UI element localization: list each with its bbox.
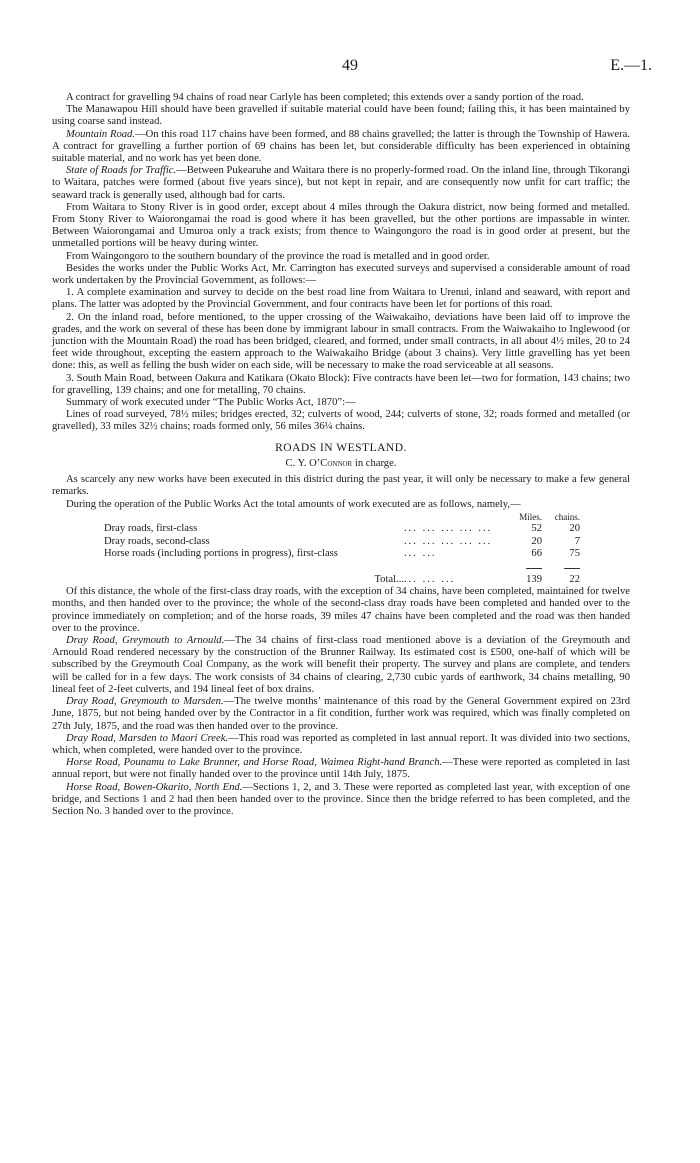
- numbered-item: 1. A complete examination and survey to decide on the best road line from Waitara to Urenui, inland and seaward, with report and plans. The latter was adopted by the Provincial Government, and four contracts have been let for portions of this road.: [52, 287, 630, 311]
- road-item: Dray Road, Marsden to Maori Creek.—This road was reported as completed in last annual report. It was divided into two sections, which, when completed, were handed over to the province.: [52, 732, 630, 756]
- row-label: Horse roads (including portions in progress), first-class: [104, 548, 338, 560]
- column-header-miles: Miles.: [519, 511, 542, 522]
- row-chains: 7: [574, 535, 580, 547]
- row-miles: 20: [531, 535, 542, 547]
- section-title: Mountain Road.: [66, 128, 135, 140]
- section-heading: ROADS IN WESTLAND.: [275, 441, 407, 454]
- paragraph: A contract for gravelling 94 chains of road near Carlyle has been completed; this extends over a sandy portion of the road.: [66, 92, 584, 103]
- row-label: Dray roads, second-class: [104, 535, 210, 547]
- total-chains: 22: [569, 573, 580, 585]
- mountain-road-paragraph: Mountain Road.—On this road 117 chains have been formed, and 88 chains gravelled; the latter is through the Township of Hawera. A contract for gravelling a further portion of 69 chains has been let, but considerable difficulty has been experienced in obtaining suitable material, and no work has yet been done.: [52, 128, 630, 165]
- road-item: Horse Road, Pounamu to Lake Brunner, and Horse Road, Waimea Right-hand Branch.—These were reported as completed in last annual report, but were not finally handed over to the province until 14th July, 1875.: [52, 757, 630, 781]
- item-title: Dray Road, Marsden to Maori Creek.: [66, 732, 229, 744]
- total-label: Total...: [374, 573, 404, 585]
- row-chains: 75: [569, 548, 580, 560]
- paragraph: Of this distance, the whole of the first-class dray roads, with the exception of 34 chains, have been completed, maintained for twelve months, and then handed over to the province; the whole of the second-class dray roads have been completed and handed over to the province immediately on completion; and of the horse roads, 39 miles 47 chains have been completed and the road was then handed over to the province.: [52, 586, 630, 634]
- total-miles: 139: [526, 573, 542, 585]
- state-of-roads-paragraph: State of Roads for Traffic.—Between Pukearuhe and Waitara there is no properly-formed road. On the inland line, through Tikorangi to Waitara, patches were formed (about five years since), but not kept in repair, and are consequently now unfit for cart traffic; the seaward track is generally used, although bad for carts.: [52, 165, 630, 201]
- numbered-item: 2. On the inland road, before mentioned, to the upper crossing of the Waiwakaiho, deviations have been laid off to improve the grades, and the work on several of these has been done by immigrant labour in small contracts. From the Waiwakaiho to Inglewood (or junction with the Mountain Road) the road has been bridged, cleared, and formed, under small contracts, in all about 4½ miles, 20 to 24 feet wide throughout, excepting the eastern approach to the Waiwakaiho Bridge (about 3 chains). Very little gravelling has yet been done: this, as well as felling the bush wider on each side, will be necessary to make the road serviceable at all seasons.: [52, 311, 630, 372]
- officer-line: C. Y. O’Connor in charge.: [285, 457, 397, 469]
- road-item: Horse Road, Bowen-Okarito, North End.—Sections 1, 2, and 3. These were reported as completed last year, with exception of one bridge, and Sections 1 and 2 had then been handed over to the province. Since then the bridge referred to has been completed, and the Section No. 3 handed over to the province.: [52, 781, 630, 817]
- paragraph: Lines of road surveyed, 78½ miles; bridges erected, 32; culverts of wood, 244; culverts of stone, 32; roads formed and metalled (or gravelled), 33 miles 32½ chains; roads formed only, 56 miles 36¼ chains.: [52, 409, 630, 433]
- sum-rule: [526, 568, 542, 569]
- paragraph: Summary of work executed under “The Public Works Act, 1870”:—: [66, 397, 356, 409]
- paragraph: As scarcely any new works have been executed in this district during the past year, it will only be necessary to make a few general remarks.: [52, 474, 630, 498]
- work-summary-table: [104, 511, 580, 587]
- table-row: Dray roads, second-class ... ... ... ... ... 20 7: [104, 535, 580, 547]
- row-miles: 66: [531, 548, 542, 560]
- paragraph: From Waitara to Stony River is in good order, except about 4 miles through the Oakura district, now being formed and metalled. From Stony River to Waiorongamai the road is good where it has been gravelled, but the other portions are impassable in winter. Between Waiorongamai and Umuroa only a track exists; from thence to Waingongoro the road is in good order at present, but the unmetalled portions will be heavy during winter.: [52, 201, 630, 250]
- row-chains: 20: [569, 523, 580, 535]
- numbered-item: 3. South Main Road, between Oakura and Katikara (Okato Block): Five contracts have been let—two for formation, 143 chains; two for gravelling, 139 chains; and one for metalling, 70 chains.: [52, 372, 630, 396]
- item-title: Horse Road, Bowen-Okarito, North End.: [66, 781, 243, 793]
- table-total-row: Total... ... ... ... 139 22: [104, 574, 580, 587]
- road-item: Dray Road, Greymouth to Marsden.—The twelve months’ maintenance of this road by the General Government expired on 23rd June, 1875, but not being handed over by the Contractor in a fit condition, further work was required, which was finally completed on 27th July, 1875, and the road was then handed over to the province.: [52, 696, 630, 732]
- item-title: Horse Road, Pounamu to Lake Brunner, and Horse Road, Waimea Right-hand Branch.: [66, 757, 443, 769]
- item-title: Dray Road, Greymouth to Marsden.: [66, 696, 224, 708]
- document-reference: E.—1.: [610, 57, 652, 74]
- column-header-chains: chains.: [554, 511, 580, 522]
- sum-rule: [564, 568, 580, 569]
- table-row: Dray roads, first-class ... ... ... ... ... 52 20: [104, 523, 580, 535]
- paragraph: From Waingongoro to the southern boundary of the province the road is metalled and in good order.: [66, 250, 490, 262]
- road-item: Dray Road, Greymouth to Arnould.—The 34 chains of first-class road mentioned above is a deviation of the Greymouth and Arnould Road rendered necessary by the construction of the Brunner Railway. Its estimated cost is £500, one-half of which will be subscribed by the Greymouth Coal Company, as the work will benefit their property. The survey and plans are complete, and tenders will be called for in a few days. The work consists of 34 chains of clearing, 2,730 cubic yards of earthwork, 34 chains metalling, 90 lineal feet of 2-feet culverts, and 194 lineal feet of box drains.: [52, 635, 630, 695]
- table-header-row: [104, 511, 580, 524]
- page-number: 49: [342, 57, 358, 74]
- paragraph: Besides the works under the Public Works Act, Mr. Carrington has executed surveys and supervised a considerable amount of road work undertaken by the Provincial Government, as follows:—: [52, 262, 630, 287]
- item-title: Dray Road, Greymouth to Arnould.: [66, 635, 225, 647]
- paragraph: The Manawapou Hill should have been gravelled if suitable material could have been found; failing this, it has been maintained by using coarse sand instead.: [52, 104, 630, 128]
- section-title: State of Roads for Traffic.: [66, 165, 177, 177]
- document-body: [52, 92, 630, 818]
- table-row: Horse roads (including portions in progress), first-class ... ... 66 75: [104, 548, 580, 560]
- paragraph: During the operation of the Public Works Act the total amounts of work executed are as follows, namely,—: [66, 498, 521, 510]
- row-miles: 52: [531, 523, 542, 535]
- row-label: Dray roads, first-class: [104, 523, 198, 535]
